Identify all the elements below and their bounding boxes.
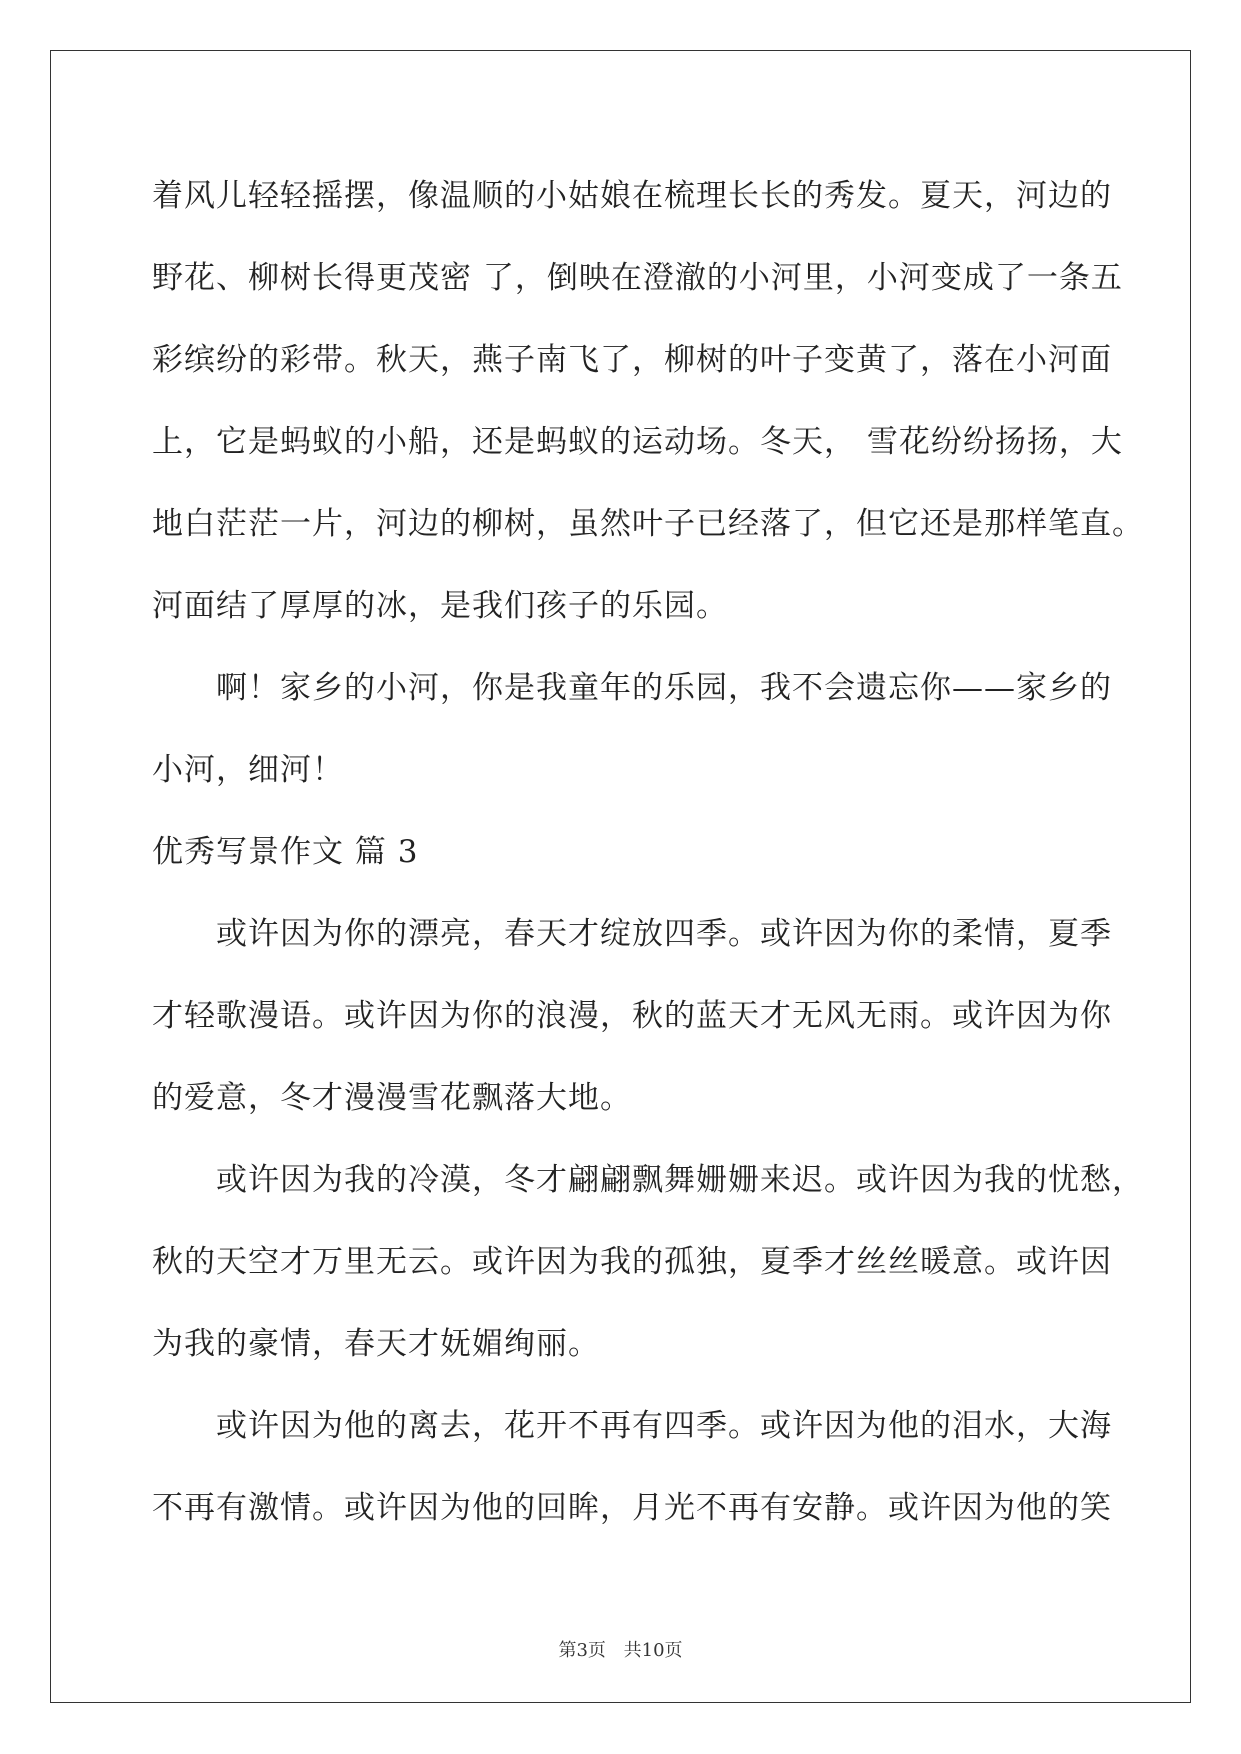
text-line: 河面结了厚厚的冰，是我们孩子的乐园。 (152, 588, 728, 624)
text-line: 不再有激情。或许因为他的回眸，月光不再有安静。或许因为他的笑 (152, 1490, 1112, 1526)
text-line: 野花、柳树长得更茂密 了，倒映在澄澈的小河里，小河变成了一条五 (152, 260, 1123, 296)
paragraph-start-line: 或许因为我的冷漠，冬才翩翩飘舞姗姗来迟。或许因为我的忧愁， (216, 1162, 1144, 1198)
text-line: 着风儿轻轻摇摆，像温顺的小姑娘在梳理长长的秀发。夏天，河边的 (152, 178, 1112, 214)
text-line: 小河，细河！ (152, 752, 344, 788)
page-number: 第3页 (558, 1640, 606, 1661)
text-line: 秋的天空才万里无云。或许因为我的孤独，夏季才丝丝暖意。或许因 (152, 1244, 1112, 1280)
page-total: 共10页 (623, 1640, 683, 1661)
text-line: 上，它是蚂蚁的小船，还是蚂蚁的运动场。冬天， 雪花纷纷扬扬，大 (152, 424, 1123, 460)
text-line: 的爱意，冬才漫漫雪花飘落大地。 (152, 1080, 632, 1116)
section-heading: 优秀写景作文 篇 3 (152, 834, 419, 870)
paragraph-start-line: 或许因为他的离去，花开不再有四季。或许因为他的泪水，大海 (216, 1408, 1112, 1444)
text-line: 彩缤纷的彩带。秋天，燕子南飞了，柳树的叶子变黄了，落在小河面 (152, 342, 1112, 378)
paragraph-start-line: 或许因为你的漂亮，春天才绽放四季。或许因为你的柔情，夏季 (216, 916, 1112, 952)
page-footer (0, 1636, 1241, 1662)
text-line: 才轻歌漫语。或许因为你的浪漫，秋的蓝天才无风无雨。或许因为你 (152, 998, 1112, 1034)
paragraph-start-line: 啊！家乡的小河，你是我童年的乐园，我不会遗忘你——家乡的 (216, 670, 1112, 706)
text-line: 为我的豪情，春天才妩媚绚丽。 (152, 1326, 600, 1362)
text-line: 地白茫茫一片，河边的柳树，虽然叶子已经落了，但它还是那样笔直。 (152, 506, 1144, 542)
document-body (152, 155, 1144, 1549)
